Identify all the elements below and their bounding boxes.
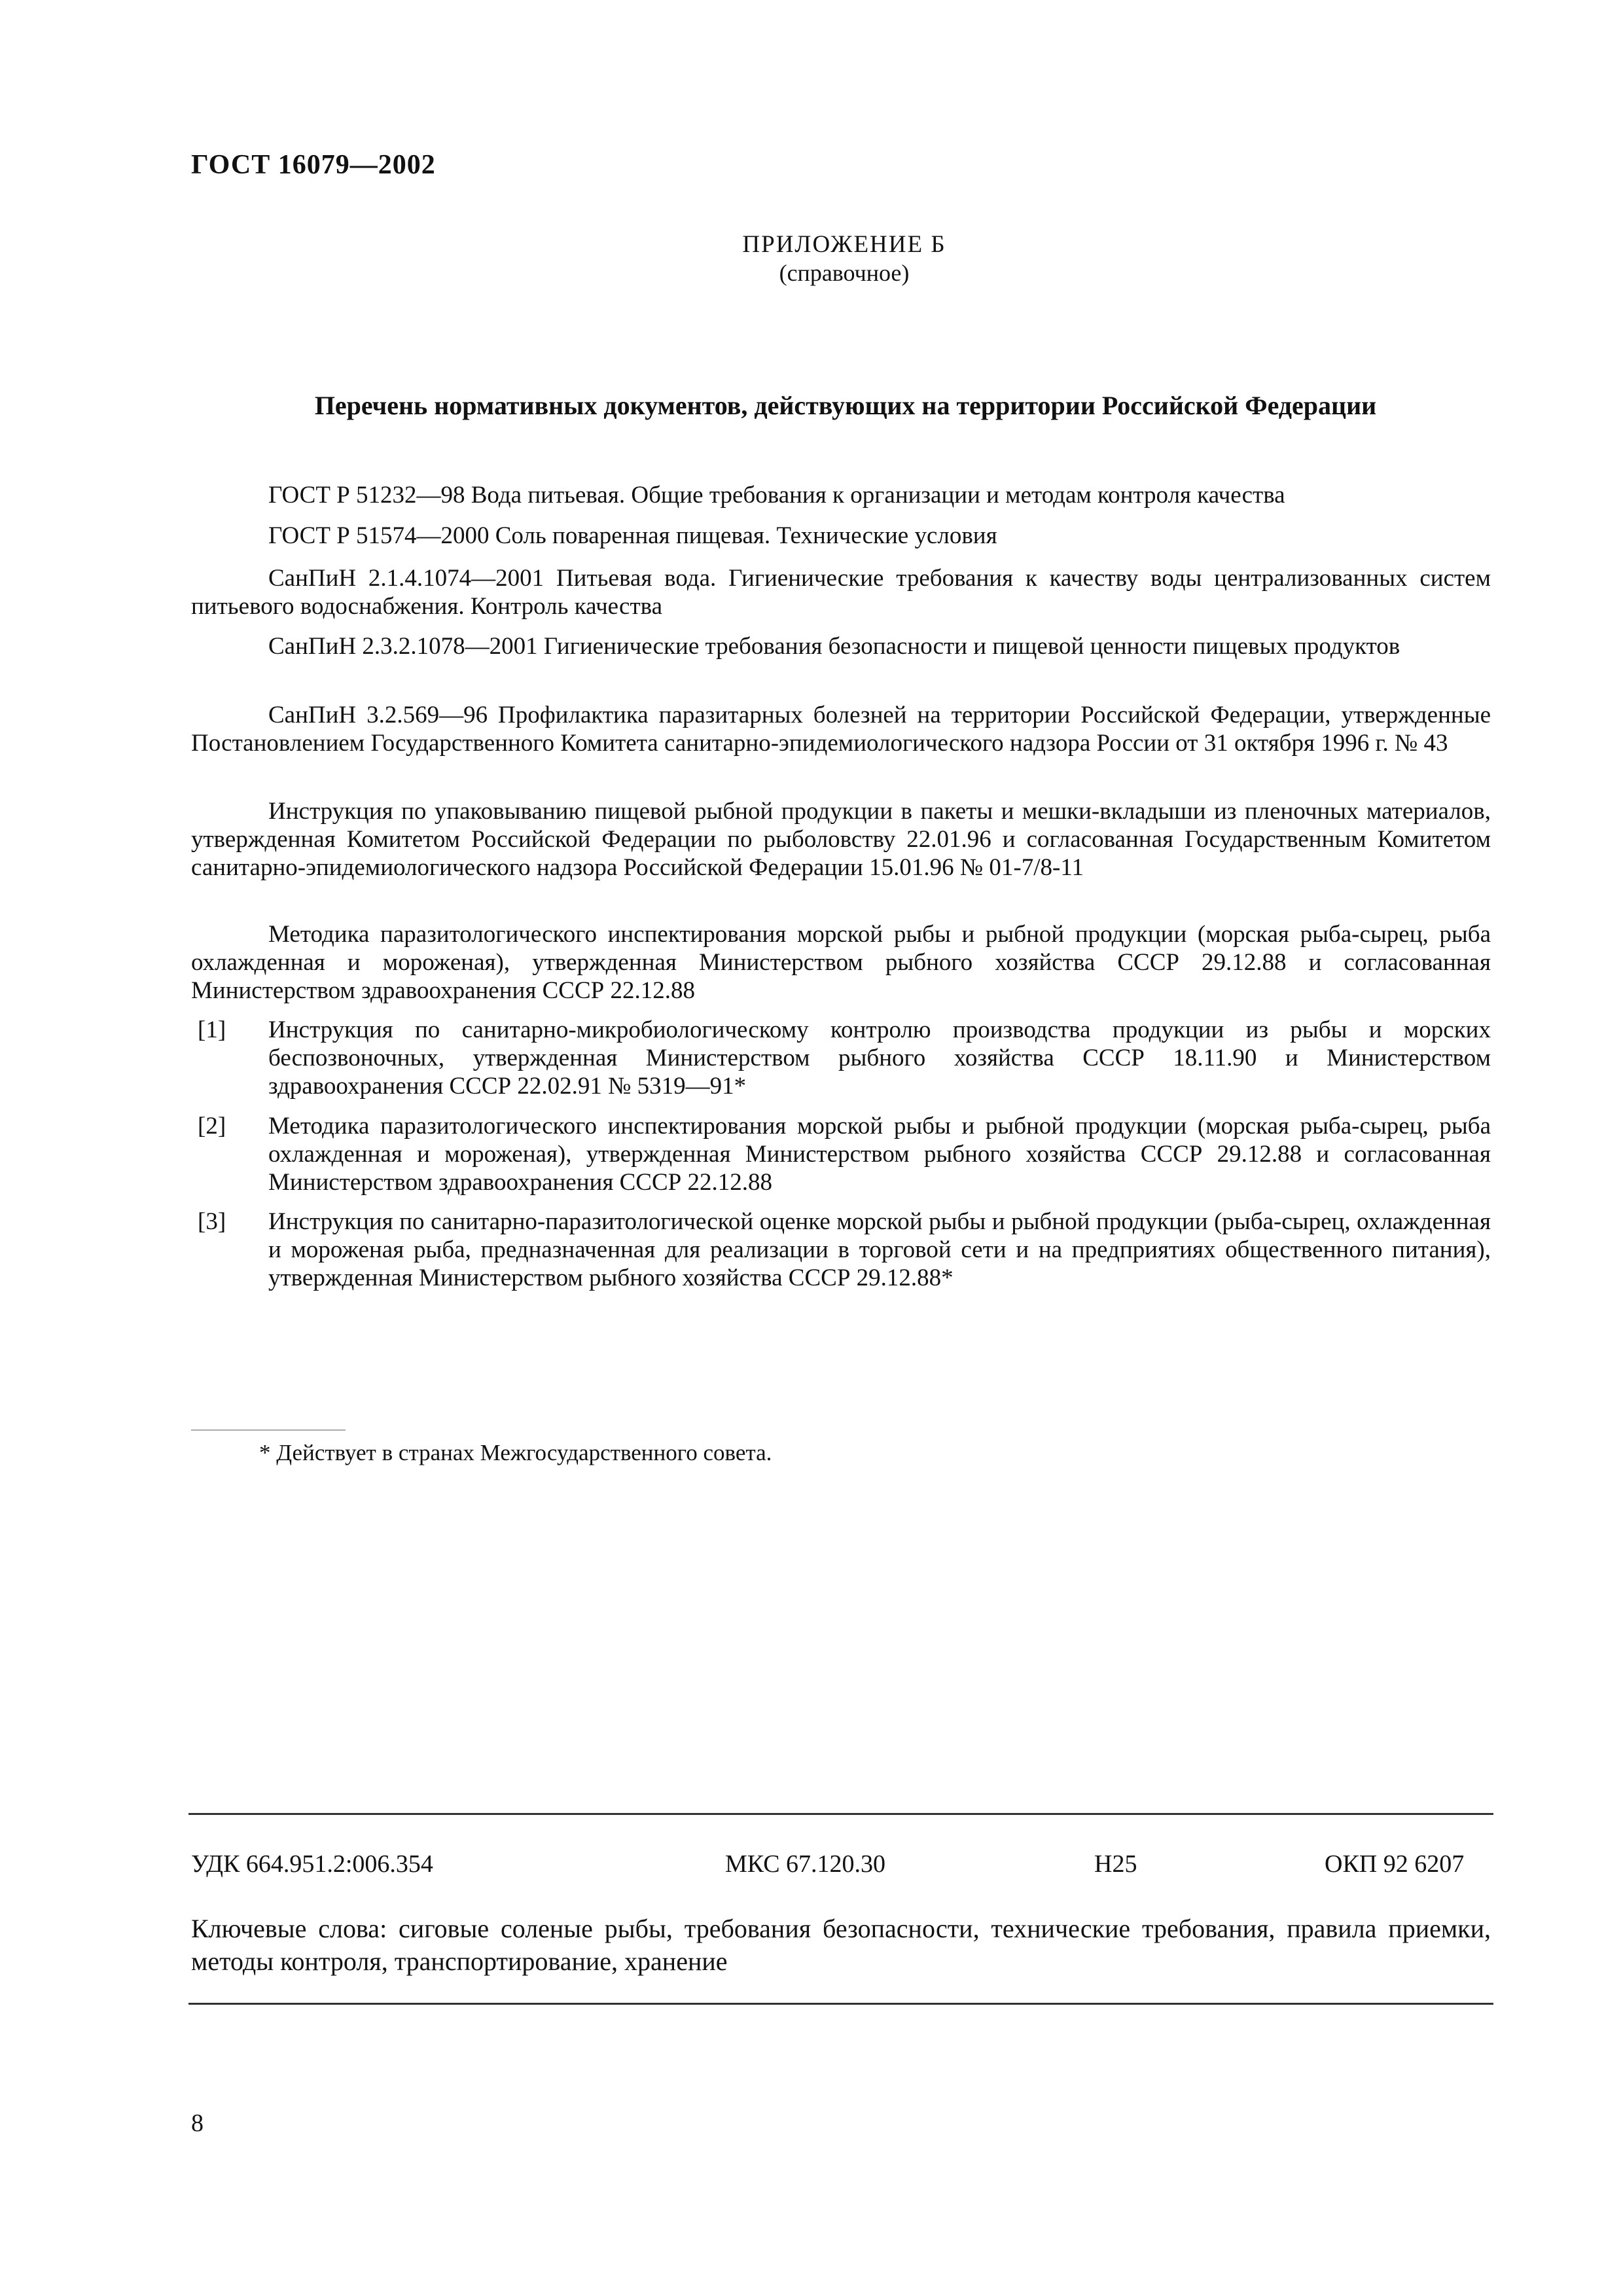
reference-number: [1] [198,1016,226,1043]
mks-code: МКС 67.120.30 [725,1850,886,1878]
reference-item [191,1016,1491,1100]
page-number: 8 [191,2109,204,2137]
okp-code: ОКП 92 6207 [1325,1850,1465,1878]
list-title: Перечень нормативных документов, действующих на территории Российской Федерации [314,391,1377,420]
document-item: СанПиН 2.1.4.1074—2001 Питьевая вода. Гигиенические требования к качеству воды централизованных систем питьевого водоснабжения. Контроль качества [191,565,1491,620]
reference-item [191,1208,1491,1292]
bottom-rule [188,2003,1493,2005]
group-code: Н25 [1094,1850,1137,1878]
reference-text: Инструкция по санитарно-паразитологической оценке морской рыбы и рыбной продукции (рыба-сырец, охлажденная и мороженая рыба, предназначенная для реализации в торговой сети и на предприятиях общественного питания), утвержденная Министерством рыбного хозяйства СССР 29.12.88* [268,1208,1491,1291]
reference-text: Инструкция по санитарно-микробиологическому контролю производства продукции из рыбы и морских беспозвоночных, утвержденная Министерством рыбного хозяйства СССР 18.11.90 и Министерством здравоохранения СССР 22.02.91 № 5319—91* [268,1016,1491,1100]
reference-item [191,1112,1491,1196]
udc-code: УДК 664.951.2:006.354 [191,1850,433,1878]
document-header: ГОСТ 16079—2002 [191,150,436,180]
reference-number: [3] [198,1208,226,1235]
top-rule [188,1813,1493,1815]
document-item: СанПиН 3.2.569—96 Профилактика паразитарных болезней на территории Российской Федерации, утвержденные Постановлением Государственного Комитета санитарно-эпидемиологического надзора России от 31 октября 1996 г. № 43 [191,702,1491,757]
reference-number: [2] [198,1113,226,1139]
appendix-subtitle: (справочное) [779,260,910,286]
footnote: * Действует в странах Межгосударственного совета. [259,1440,772,1465]
document-item: ГОСТ Р 51574—2000 Соль поваренная пищевая. Технические условия [268,522,997,549]
document-item: ГОСТ Р 51232—98 Вода питьевая. Общие требования к организации и методам контроля качества [268,482,1285,509]
footnote-divider [191,1429,346,1431]
appendix-title: ПРИЛОЖЕНИЕ Б [742,231,946,258]
document-item: Инструкция по упаковыванию пищевой рыбной продукции в пакеты и мешки-вкладыши из пленочных материалов, утвержденная Комитетом Российской Федерации по рыболовству 22.01.96 и согласованная Государственным Комитетом санитарно-эпидемиологического надзора Российской Федерации 15.01.96 № 01-7/8-11 [191,798,1491,881]
document-item: Методика паразитологического инспектирования морской рыбы и рыбной продукции (морская рыба-сырец, рыба охлажденная и мороженая), утвержденная Министерством рыбного хозяйства СССР 29.12.88 и согласованная Министерством здравоохранения СССР 22.12.88 [191,921,1491,1004]
reference-text: Методика паразитологического инспектирования морской рыбы и рыбной продукции (морская рыба-сырец, рыба охлажденная и мороженая), утвержденная Министерством рыбного хозяйства СССР 29.12.88 и согласованная Министерством здравоохранения СССР 22.12.88 [268,1113,1491,1196]
document-item: СанПиН 2.3.2.1078—2001 Гигиенические требования безопасности и пищевой ценности пищевых продуктов [268,633,1400,660]
keywords: Ключевые слова: сиговые соленые рыбы, требования безопасности, технические требования, правила приемки, методы контроля, транспортирование, хранение [191,1914,1491,1976]
